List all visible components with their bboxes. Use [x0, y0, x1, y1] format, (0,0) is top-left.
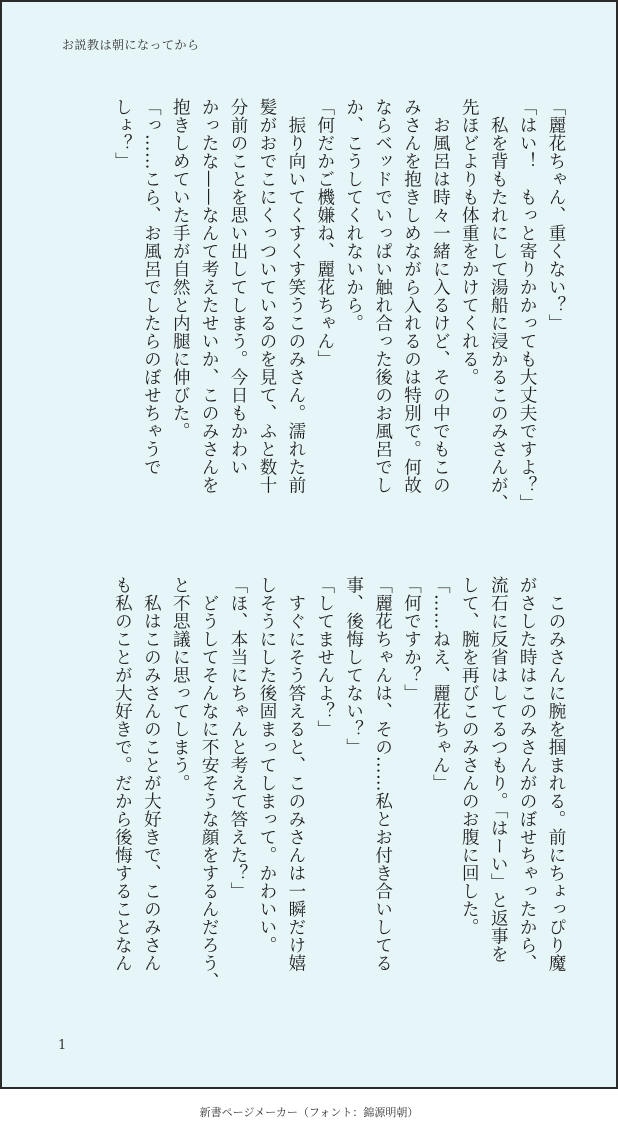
- text-line: 事、後悔してない？」: [343, 576, 364, 756]
- text-line: して、腕を再びこのみさんのお腹に回した。: [459, 576, 480, 936]
- text-line: 髪がおでこにくっついているのを見て、ふと数十: [256, 98, 277, 494]
- text-line: 「何ですか？」: [401, 576, 422, 702]
- text-line: どうしてそんなに不安そうな顔をするんだろう、: [199, 576, 220, 990]
- text-line: と不思議に思ってしまう。: [170, 576, 191, 792]
- text-line: ならベッドでいっぱい触れ合った後のお風呂でし: [372, 98, 393, 494]
- footer-credit: 新書ページメーカー（フォント：錦源明朝）: [199, 1106, 419, 1119]
- text-line: 分前のことを思い出してしまう。今日もかわい: [228, 98, 249, 476]
- text-line: 先ほどよりも体重をかけてくれる。: [459, 98, 480, 386]
- text-line: 「何だかご機嫌ね、麗花ちゃん」: [314, 98, 335, 368]
- text-line: みさんを抱きしめながら入れるのは特別で。何故: [401, 98, 422, 494]
- text-line: 流石に反省はしてるつもり。「はーい」と返事を: [488, 576, 509, 964]
- text-line: かったな——なんて考えたせいか、このみさんを: [199, 98, 220, 494]
- text-line: 抱きしめていた手が自然と内腿に伸びた。: [170, 98, 191, 440]
- text-line: 「麗花ちゃんは、その……私とお付き合いしてる: [372, 576, 393, 972]
- text-line: 振り向いてくすくす笑うこのみさん。濡れた前: [285, 98, 306, 494]
- text-line: しそうにした後固まってしまって。かわいい。: [256, 576, 277, 954]
- text-line: 「麗花ちゃん、重くない？」: [546, 98, 566, 332]
- page-number: 1: [58, 1038, 67, 1053]
- text-line: か、こうしてくれないから。: [343, 98, 364, 332]
- text-line: 「はい！ もっと寄りかかっても大丈夫ですよ？」: [517, 98, 538, 512]
- text-line: 「……ねえ、麗花ちゃん」: [430, 576, 451, 792]
- text-line: お風呂は時々一緒に入るけど、その中でもこの: [430, 98, 451, 494]
- text-line: すぐにそう答えると、このみさんは一瞬だけ嬉: [285, 576, 306, 972]
- text-line: 私はこのみさんのことが大好きで、このみさん: [141, 576, 162, 972]
- text-line: 「してませんよ？」: [314, 576, 335, 738]
- text-line: しょ？」: [112, 98, 133, 170]
- text-block-top: [108, 98, 571, 538]
- text-block-bottom: [108, 576, 571, 1016]
- text-line: 「ほ、本当にちゃんと考えて答えた？」: [228, 576, 249, 900]
- text-line: がさした時はこのみさんがのぼせちゃったから、: [517, 576, 538, 972]
- text-line: 私を背もたれにして湯船に浸かるこのみさんが、: [488, 98, 509, 512]
- text-line: も私のことが大好きで。だから後悔することなん: [112, 576, 133, 972]
- text-line: このみさんに腕を掴まれる。前にちょっぴり魔: [546, 576, 566, 972]
- text-line: 「っ……こら、お風呂でしたらのぼせちゃうで: [141, 98, 162, 476]
- running-header: お説教は朝になってから: [62, 38, 200, 52]
